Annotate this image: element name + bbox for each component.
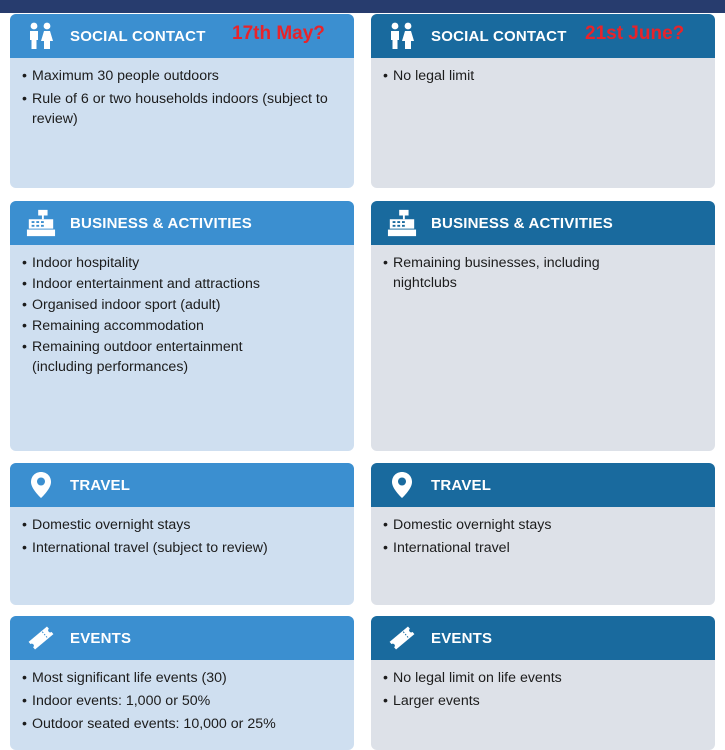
section-title: TRAVEL: [70, 476, 131, 494]
business-header: [10, 201, 354, 245]
list-item: • Remaining businesses, including nightclubs: [383, 253, 643, 293]
people-icon: [26, 21, 56, 51]
ticket-icon: [387, 623, 417, 653]
section-title: BUSINESS & ACTIVITIES: [431, 214, 614, 232]
business-header: [371, 201, 715, 245]
events-header: [10, 616, 354, 660]
travel-header: [371, 463, 715, 507]
business-card-may: [10, 201, 354, 451]
people-icon: [387, 21, 417, 51]
list-item: • Indoor hospitality: [22, 253, 342, 273]
travel-header: [10, 463, 354, 507]
date-label: 21st June?: [585, 23, 685, 44]
social-contact-card-may: [10, 14, 354, 188]
list-item: • Indoor entertainment and attractions: [22, 274, 342, 294]
list-item: • Remaining outdoor entertainment (including performances): [22, 337, 292, 377]
location-pin-icon: [387, 470, 417, 500]
travel-card-june: [371, 463, 715, 605]
list-item: • Most significant life events (30): [22, 668, 342, 688]
section-title: BUSINESS & ACTIVITIES: [70, 214, 253, 232]
events-card-may: [10, 616, 354, 750]
social-contact-header: [10, 14, 354, 58]
list-item: • Rule of 6 or two households indoors (subject to review): [22, 89, 342, 129]
top-bar: [0, 0, 725, 13]
list-item: • No legal limit on life events: [383, 668, 703, 688]
list-item: • Domestic overnight stays: [383, 515, 703, 535]
list-item: • International travel (subject to review): [22, 538, 342, 558]
events-header: [371, 616, 715, 660]
date-label: 17th May?: [232, 23, 325, 44]
events-card-june: [371, 616, 715, 750]
social-contact-card-june: [371, 14, 715, 188]
section-title: TRAVEL: [431, 476, 492, 494]
section-title: EVENTS: [70, 629, 132, 647]
list-item: • Maximum 30 people outdoors: [22, 66, 342, 86]
social-contact-header: [371, 14, 715, 58]
section-title: SOCIAL CONTACT: [70, 27, 206, 45]
list-item: • International travel: [383, 538, 703, 558]
list-item: • Indoor events: 1,000 or 50%: [22, 691, 342, 711]
list-item: • Larger events: [383, 691, 703, 711]
ticket-icon: [26, 623, 56, 653]
section-title: EVENTS: [431, 629, 493, 647]
location-pin-icon: [26, 470, 56, 500]
list-item: • Organised indoor sport (adult): [22, 295, 342, 315]
list-item: • Outdoor seated events: 10,000 or 25%: [22, 714, 342, 734]
cash-register-icon: [387, 208, 417, 238]
list-item: • Domestic overnight stays: [22, 515, 342, 535]
travel-card-may: [10, 463, 354, 605]
business-card-june: [371, 201, 715, 451]
list-item: • Remaining accommodation: [22, 316, 342, 336]
section-title: SOCIAL CONTACT: [431, 27, 567, 45]
cash-register-icon: [26, 208, 56, 238]
list-item: • No legal limit: [383, 66, 703, 86]
